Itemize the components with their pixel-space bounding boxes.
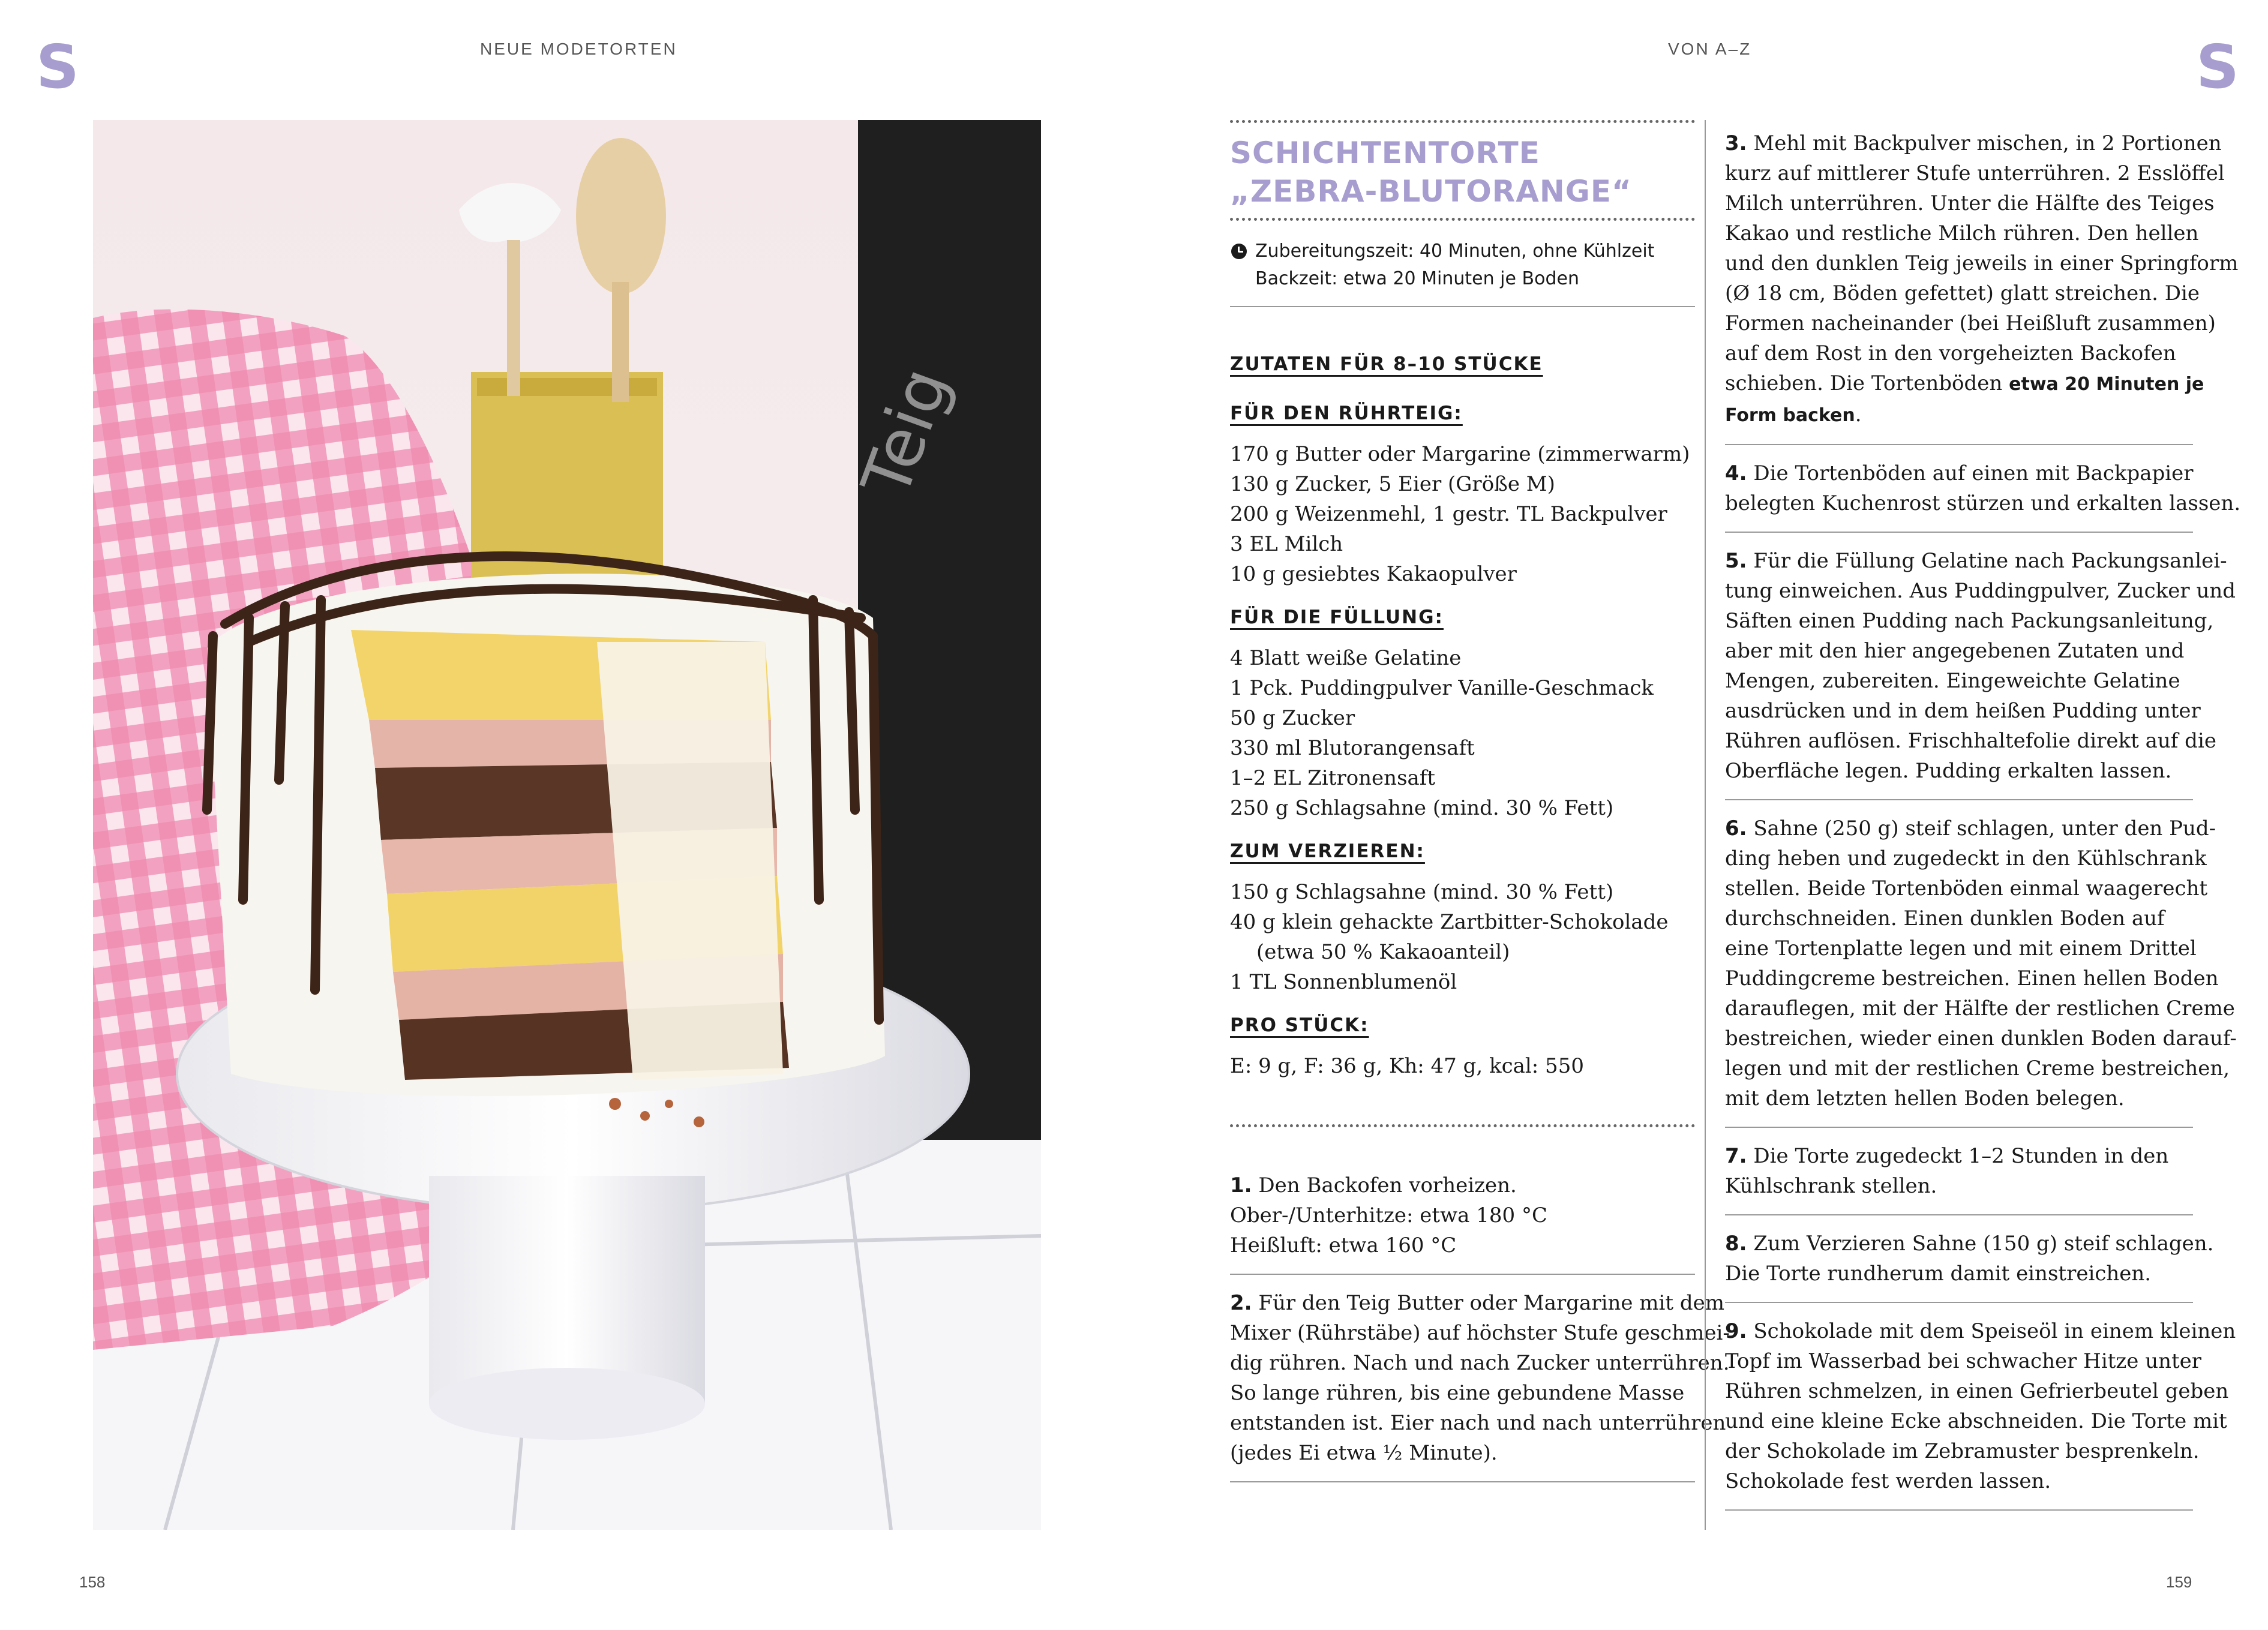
ingredient-item: 250 g Schlagsahne (mind. 30 % Fett) xyxy=(1230,796,1614,820)
step-text: Sahne (250 g) steif schlagen, unter den Pud- xyxy=(1753,816,2216,840)
step-text: durchschneiden. Einen dunklen Boden auf xyxy=(1725,906,2165,930)
ingredient-item: 4 Blatt weiße Gelatine xyxy=(1230,646,1462,670)
recipe-title-line-2: „ZEBRA-BLUTORANGE“ xyxy=(1230,174,1632,209)
running-head-left: NEUE MODETORTEN xyxy=(480,40,677,58)
step-text: schieben. Die Tortenböden xyxy=(1725,371,2009,395)
divider xyxy=(1725,532,2193,533)
step-text: Mengen, zubereiten. Eingeweichte Gelatine xyxy=(1725,669,2180,693)
step-1 xyxy=(1230,1170,1695,1260)
recipe-column-left xyxy=(1230,120,1730,1482)
step-text: und den dunklen Teig jeweils in einer Springform xyxy=(1725,251,2239,275)
step-text: Ober-/Unterhitze: etwa 180 °C xyxy=(1230,1203,1547,1227)
step-text: Für den Teig Butter oder Margarine mit dem xyxy=(1258,1291,1724,1315)
section-heading-filling: FÜR DIE FÜLLUNG: xyxy=(1230,607,1444,628)
section-heading-dough: FÜR DEN RÜHRTEIG: xyxy=(1230,403,1463,424)
step-text: stellen. Beide Tortenböden einmal waagerecht xyxy=(1725,876,2208,900)
ingredient-item: 200 g Weizenmehl, 1 gestr. TL Backpulver xyxy=(1230,502,1667,526)
step-text: eine Tortenplatte legen und mit einem Drittel xyxy=(1725,936,2197,960)
ingredient-item: 40 g klein gehackte Zartbitter-Schokolade xyxy=(1230,910,1669,934)
prep-time: Zubereitungszeit: 40 Minuten, ohne Kühlzeit xyxy=(1255,241,1655,262)
ingredient-list-dough xyxy=(1230,439,1695,589)
page-number-right: 159 xyxy=(2166,1573,2192,1591)
ingredient-item: 150 g Schlagsahne (mind. 30 % Fett) xyxy=(1230,880,1614,904)
step-text: Die Torte zugedeckt 1–2 Stunden in den xyxy=(1753,1144,2169,1168)
step-text: (Ø 18 cm, Böden gefettet) glatt streichen. Die xyxy=(1725,281,2200,305)
divider xyxy=(1725,1509,2193,1511)
step-emphasis: Form backen xyxy=(1725,405,1855,426)
dotted-rule xyxy=(1230,1124,1695,1127)
step-6 xyxy=(1725,814,2237,1113)
step-text: Mehl mit Backpulver mischen, in 2 Portionen xyxy=(1753,131,2222,155)
step-8 xyxy=(1725,1229,2214,1289)
divider xyxy=(1230,306,1695,307)
servings-heading: ZUTATEN FÜR 8–10 STÜCKE xyxy=(1230,353,1543,375)
recipe-title-line-1: SCHICHTENTORTE xyxy=(1230,136,1540,170)
step-text: belegten Kuchenrost stürzen und erkalten lassen. xyxy=(1725,491,2241,515)
page-number-left: 158 xyxy=(79,1573,106,1591)
step-text: Heißluft: etwa 160 °C xyxy=(1230,1233,1457,1257)
step-text: legen und mit der restlichen Creme bestreichen, xyxy=(1725,1056,2230,1080)
step-7 xyxy=(1725,1141,2193,1201)
step-number: 5. xyxy=(1725,549,1747,573)
step-text: Oberfläche legen. Pudding erkalten lassen. xyxy=(1725,759,2172,783)
dotted-rule xyxy=(1230,218,1695,221)
step-text: kurz auf mittlerer Stufe unterrühren. 2 Esslöffel xyxy=(1725,161,2225,185)
step-text: Topf im Wasserbad bei schwacher Hitze unter xyxy=(1725,1349,2202,1373)
step-text: Säften einen Pudding nach Packungsanleitung, xyxy=(1725,609,2214,633)
step-text: ding heben und zugedeckt in den Kühlschrank xyxy=(1725,846,2207,870)
step-2 xyxy=(1230,1288,1730,1468)
step-9 xyxy=(1725,1316,2236,1496)
step-text: und eine kleine Ecke abschneiden. Die Torte mit xyxy=(1725,1409,2227,1433)
section-heading-decoration: ZUM VERZIEREN: xyxy=(1230,840,1425,862)
step-3 xyxy=(1725,128,2239,431)
step-4 xyxy=(1725,458,2241,518)
step-number: 3. xyxy=(1725,131,1747,155)
divider xyxy=(1725,1127,2193,1128)
step-text: darauflegen, mit der Hälfte der restlichen Creme xyxy=(1725,996,2235,1020)
step-text: entstanden ist. Eier nach und nach unterrühren xyxy=(1230,1411,1726,1435)
divider xyxy=(1725,799,2193,800)
step-text: Formen nacheinander (bei Heißluft zusammen) xyxy=(1725,311,2216,335)
step-text: Die Torte rundherum damit einstreichen. xyxy=(1725,1262,2152,1286)
section-letter-right: S xyxy=(2196,32,2240,102)
step-emphasis: etwa 20 Minuten je xyxy=(2009,374,2204,395)
divider xyxy=(1725,1302,2193,1303)
ingredient-item: 1 TL Sonnenblumenöl xyxy=(1230,970,1457,994)
step-text: Kühlschrank stellen. xyxy=(1725,1174,1937,1198)
ingredient-list-filling xyxy=(1230,643,1695,823)
chalkboard-text: Teig xyxy=(847,358,964,507)
section-letter-left: S xyxy=(36,32,80,102)
ingredient-item: 130 g Zucker, 5 Eier (Größe M) xyxy=(1230,472,1555,496)
dotted-rule xyxy=(1230,120,1695,123)
ingredient-list-decoration xyxy=(1230,877,1695,997)
step-text: Für die Füllung Gelatine nach Packungsanlei- xyxy=(1753,549,2227,573)
divider xyxy=(1230,1481,1695,1482)
step-text: ausdrücken und in dem heißen Pudding unter xyxy=(1725,699,2201,723)
step-text: dig rühren. Nach und nach Zucker unterrühren. xyxy=(1230,1351,1730,1375)
divider xyxy=(1725,444,2193,445)
bake-time: Backzeit: etwa 20 Minuten je Boden xyxy=(1255,268,1579,289)
step-text: Schokolade mit dem Speiseöl in einem kleinen xyxy=(1753,1319,2236,1343)
column-divider xyxy=(1705,120,1706,1530)
ingredient-item: 330 ml Blutorangensaft xyxy=(1230,736,1475,760)
step-text: Milch unterrühren. Unter die Hälfte des Teiges xyxy=(1725,191,2215,215)
step-number: 6. xyxy=(1725,816,1747,840)
step-text: aber mit den hier angegebenen Zutaten und xyxy=(1725,639,2185,663)
step-5 xyxy=(1725,546,2236,786)
step-number: 9. xyxy=(1725,1319,1747,1343)
step-text: Schokolade fest werden lassen. xyxy=(1725,1469,2051,1493)
step-text: Rühren schmelzen, in einen Gefrierbeutel geben xyxy=(1725,1379,2229,1403)
ingredient-item: 10 g gesiebtes Kakaopulver xyxy=(1230,562,1517,586)
step-text: Die Tortenböden auf einen mit Backpapier xyxy=(1753,461,2194,485)
recipe-column-right xyxy=(1725,128,2241,1511)
ingredient-item: (etwa 50 % Kakaoanteil) xyxy=(1256,940,1510,964)
ingredient-item: 3 EL Milch xyxy=(1230,532,1343,556)
step-text: der Schokolade im Zebramuster besprenkeln. xyxy=(1725,1439,2200,1463)
step-number: 2. xyxy=(1230,1291,1252,1315)
divider xyxy=(1230,1274,1695,1275)
step-text: So lange rühren, bis eine gebundene Masse xyxy=(1230,1381,1685,1405)
step-text: Kakao und restliche Milch rühren. Den hellen xyxy=(1725,221,2199,245)
clock-icon xyxy=(1231,244,1247,259)
nutrition-values: E: 9 g, F: 36 g, Kh: 47 g, kcal: 550 xyxy=(1230,1054,1584,1078)
step-text: mit dem letzten hellen Boden belegen. xyxy=(1725,1086,2125,1110)
step-text: (jedes Ei etwa ½ Minute). xyxy=(1230,1441,1498,1465)
step-text: Puddingcreme bestreichen. Einen hellen Boden xyxy=(1725,966,2219,990)
step-text: auf dem Rost in den vorgeheizten Backofen xyxy=(1725,341,2176,365)
divider xyxy=(1725,1214,2193,1215)
step-text: Mixer (Rührstäbe) auf höchster Stufe geschmei- xyxy=(1230,1321,1730,1345)
time-info xyxy=(1230,238,1695,293)
step-number: 7. xyxy=(1725,1144,1747,1168)
step-text: tung einweichen. Aus Puddingpulver, Zucker und xyxy=(1725,579,2236,603)
step-text: Den Backofen vorheizen. xyxy=(1258,1173,1517,1197)
step-text: bestreichen, wieder einen dunklen Boden darauf- xyxy=(1725,1026,2237,1050)
step-text: Zum Verzieren Sahne (150 g) steif schlagen. xyxy=(1753,1232,2214,1256)
nutrition-heading: PRO STÜCK: xyxy=(1230,1014,1369,1036)
running-head-right: VON A–Z xyxy=(1668,40,1752,58)
ingredient-item: 1–2 EL Zitronensaft xyxy=(1230,766,1436,790)
ingredient-item: 50 g Zucker xyxy=(1230,706,1355,730)
step-number: 1. xyxy=(1230,1173,1252,1197)
chalkboard xyxy=(858,120,1041,1140)
ingredient-item: 170 g Butter oder Margarine (zimmerwarm) xyxy=(1230,442,1690,466)
recipe-title xyxy=(1230,134,1695,211)
ingredient-item: 1 Pck. Puddingpulver Vanille-Geschmack xyxy=(1230,676,1654,700)
cake-photo xyxy=(93,120,1041,1530)
step-text: . xyxy=(1855,403,1862,427)
step-number: 8. xyxy=(1725,1232,1747,1256)
step-text: Rühren auflösen. Frischhaltefolie direkt auf die xyxy=(1725,729,2216,753)
step-number: 4. xyxy=(1725,461,1747,485)
